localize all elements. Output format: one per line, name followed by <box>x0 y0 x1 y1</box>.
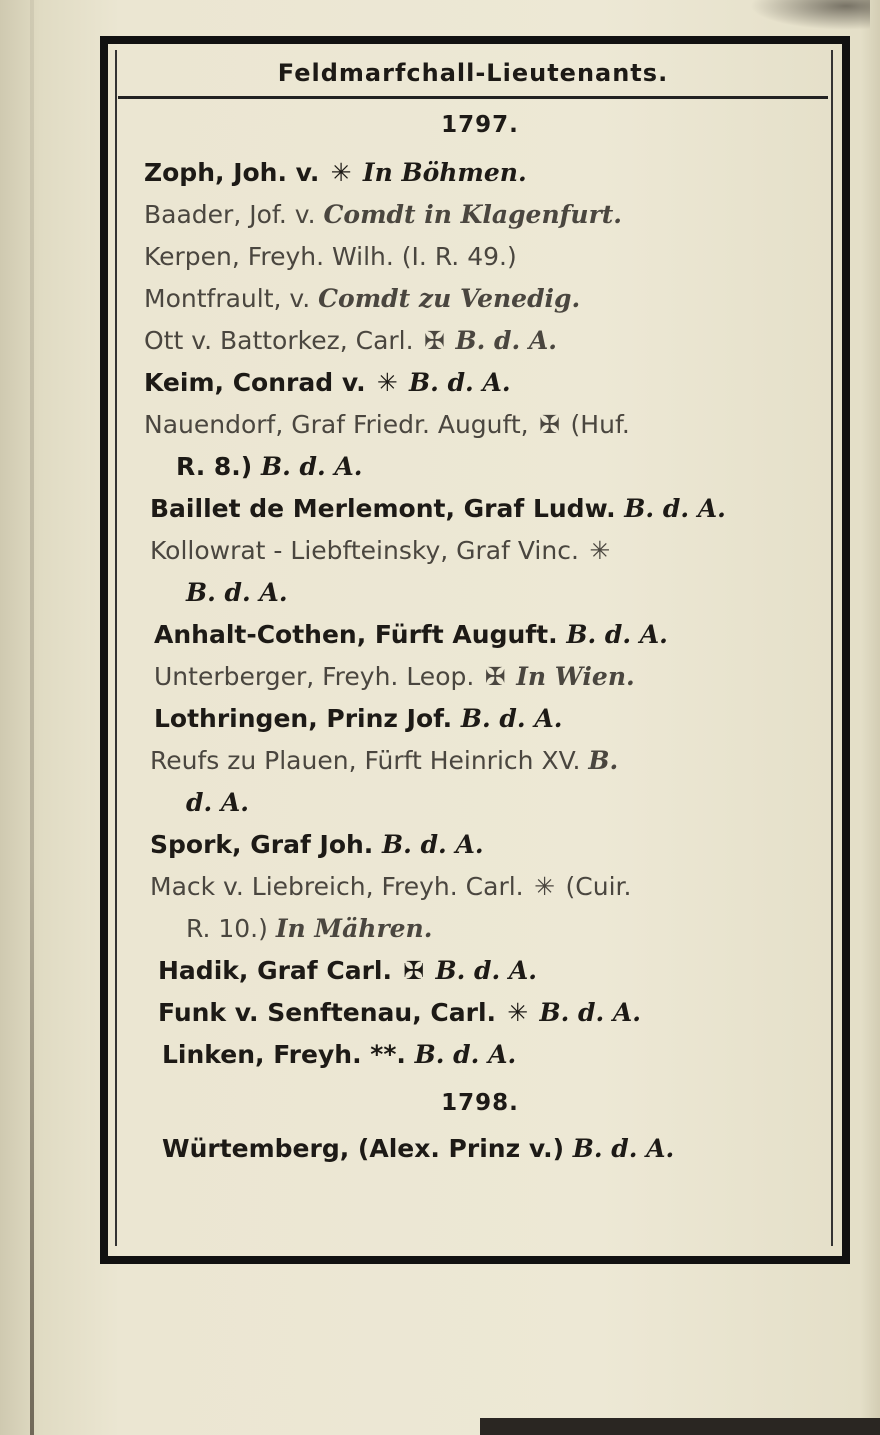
order-star-icon: ✳ <box>589 536 611 565</box>
order-cross-icon: ✠ <box>403 956 425 985</box>
entry-name: Würtemberg, (Alex. Prinz v.) <box>162 1134 565 1163</box>
list-item <box>144 200 622 229</box>
entry-posting: B. d. A. <box>455 326 557 355</box>
year-heading: 1797. <box>441 112 519 138</box>
entry-posting: Comdt zu Venedig. <box>318 284 581 313</box>
entry-posting: B. d. A. <box>382 830 484 859</box>
entry-name: Keim, Conrad v. <box>144 368 366 397</box>
entry-posting: d. A. <box>186 788 249 817</box>
list-item <box>144 242 517 271</box>
list-item <box>144 368 511 397</box>
entry-posting: B. d. A. <box>260 452 363 481</box>
entry-name: Lothringen, Prinz Jof. <box>154 704 453 733</box>
list-item <box>176 452 362 481</box>
entry-name: Anhalt-Cothen, Fürft Auguft. <box>154 620 558 649</box>
list-item <box>186 914 432 943</box>
list-item <box>158 998 641 1027</box>
entry-name: Kerpen, Freyh. Wilh. (I. R. 49.) <box>144 242 517 271</box>
entry-posting: In Böhmen. <box>362 158 527 187</box>
corner-smudge <box>750 0 870 30</box>
list-item <box>144 158 527 187</box>
entry-name: Funk v. Senftenau, Carl. <box>158 998 497 1027</box>
list-item <box>150 746 618 775</box>
list-item <box>154 662 635 691</box>
entry-name: Hadik, Graf Carl. <box>158 956 392 985</box>
list-item <box>154 620 668 649</box>
entry-posting: (Cuir. <box>565 872 632 901</box>
entry-name: Unterberger, Freyh. Leop. <box>154 662 475 691</box>
entry-posting: B. d. A. <box>460 704 563 733</box>
entry-posting: B. d. A. <box>186 578 288 607</box>
entry-name: Montfrault, v. <box>144 284 311 313</box>
entry-posting: B. d. A. <box>572 1134 675 1163</box>
list-item <box>144 284 580 313</box>
list-item <box>150 494 726 523</box>
entry-name: R. 10.) <box>186 914 268 943</box>
year-heading: 1798. <box>441 1090 519 1116</box>
list-item <box>150 536 613 565</box>
list-item <box>154 704 562 733</box>
list-item <box>144 326 557 355</box>
list-item <box>150 830 484 859</box>
order-cross-icon: ✠ <box>424 326 445 355</box>
entry-posting: B. <box>588 746 619 775</box>
order-cross-icon: ✠ <box>484 662 506 691</box>
entry-posting: B. d. A. <box>409 368 511 397</box>
page-title: Feldmarfchall-Lieutenants. <box>118 52 828 99</box>
entry-name: Zoph, Joh. v. <box>144 158 320 187</box>
list-item <box>186 788 249 817</box>
entry-name: Mack v. Liebreich, Freyh. Carl. <box>150 872 524 901</box>
entry-posting: B. d. A. <box>414 1040 517 1069</box>
list-item <box>158 956 537 985</box>
entry-name: Baillet de Merlemont, Graf Ludw. <box>150 494 616 523</box>
entry-posting: In Wien. <box>516 662 635 691</box>
entry-name: Nauendorf, Graf Friedr. Auguft, <box>144 410 529 439</box>
entry-name: Kollowrat - Liebfteinsky, Graf Vinc. <box>150 536 579 565</box>
entry-name: Baader, Jof. v. <box>144 200 316 229</box>
entry-posting: Comdt in Klagenfurt. <box>323 200 622 229</box>
book-gutter-shadow <box>30 0 34 1435</box>
list-item <box>150 872 631 901</box>
order-star-icon: ✳ <box>330 158 352 187</box>
entry-name: Linken, Freyh. **. <box>162 1040 406 1069</box>
list-item <box>162 1040 516 1069</box>
list-item <box>162 1134 674 1163</box>
entry-posting: B. d. A. <box>566 620 668 649</box>
entry-name: Reufs zu Plauen, Fürft Heinrich XV. <box>150 746 581 775</box>
entry-posting: B. d. A. <box>435 956 537 985</box>
order-star-icon: ✳ <box>376 368 398 397</box>
entry-name: R. 8.) <box>176 452 253 481</box>
order-star-icon: ✳ <box>534 872 556 901</box>
order-cross-icon: ✠ <box>539 410 561 439</box>
entry-posting: B. d. A. <box>539 998 642 1027</box>
entry-posting: In Mähren. <box>275 914 433 943</box>
bottom-edge-shadow <box>480 1418 880 1435</box>
list-item <box>186 578 288 607</box>
order-star-icon: ✳ <box>507 998 529 1027</box>
entry-posting: (Huf. <box>570 410 630 439</box>
list-item <box>144 410 630 439</box>
entry-name: Spork, Graf Joh. <box>150 830 374 859</box>
entry-name: Ott v. Battorkez, Carl. <box>144 326 414 355</box>
entry-posting: B. d. A. <box>624 494 726 523</box>
